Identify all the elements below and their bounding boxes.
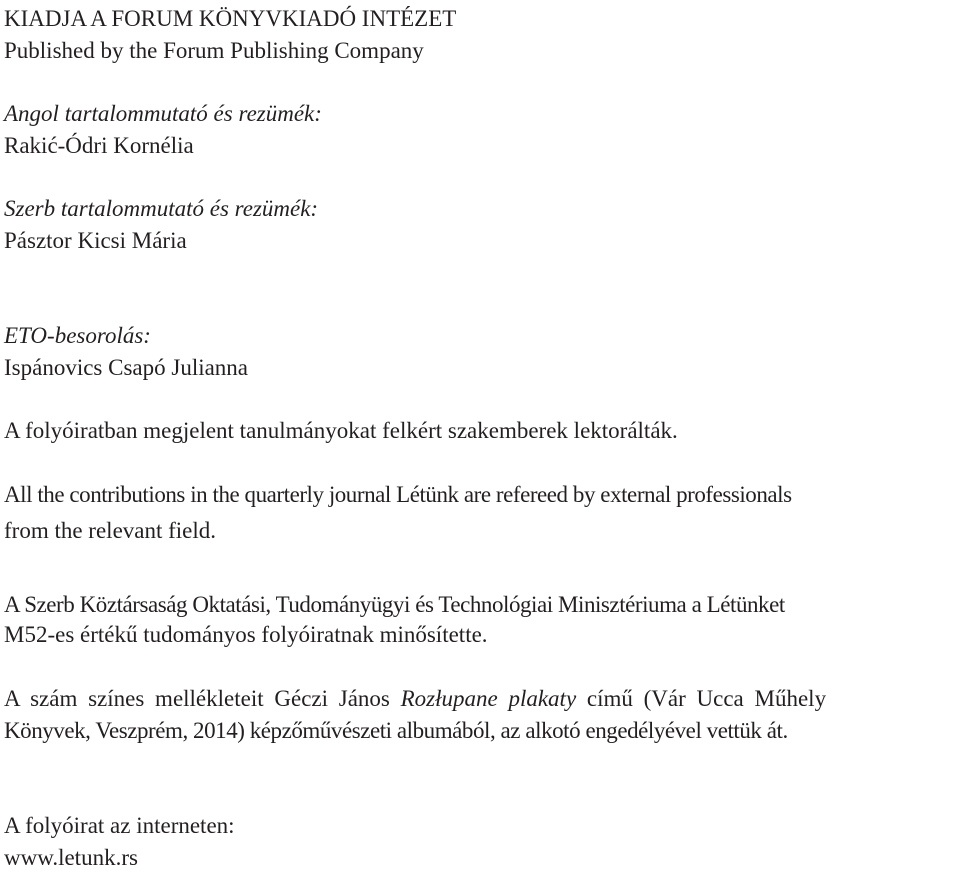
- credit-name-serbian-summary: Pásztor Kicsi Mária: [4, 228, 187, 253]
- color-supplement-line1: [4, 684, 826, 714]
- credit-role-serbian-summary: Szerb tartalommutató és rezümék:: [4, 196, 319, 221]
- ministry-note-line2: M52-es értékű tudományos folyóiratnak minősítette.: [4, 622, 488, 647]
- ministry-note-line1: A Szerb Köztársaság Oktatási, Tudományügyi és Technológiai Minisztériuma a Létünket: [4, 592, 785, 617]
- publisher-hungarian: KIADJA A FORUM KÖNYVKIADÓ INTÉZET: [4, 6, 457, 31]
- album-title: Rozłupane plakaty: [400, 686, 577, 711]
- review-note-english-line1: All the contributions in the quarterly journal Létünk are refereed by external professionals: [4, 482, 792, 507]
- review-note-english-line2: from the relevant field.: [4, 518, 217, 543]
- colophon-page: [4, 0, 956, 872]
- color-supplement-text-after: című (Vár Ucca Műhely: [576, 686, 827, 711]
- color-supplement-text-before: A szám színes mellékleteit Géczi János: [4, 686, 401, 711]
- website-link[interactable]: www.letunk.rs: [4, 845, 138, 870]
- review-note-hungarian: A folyóiratban megjelent tanulmányokat felkért szakemberek lektorálták.: [4, 418, 678, 443]
- color-supplement-line2: Könyvek, Veszprém, 2014) képzőművészeti albumából, az alkotó engedélyével vettük át.: [4, 718, 788, 743]
- credit-role-eto: ETO-besorolás:: [4, 323, 151, 348]
- credit-role-english-summary: Angol tartalommutató és rezümék:: [4, 101, 322, 126]
- credit-name-eto: Ispánovics Csapó Julianna: [4, 355, 249, 380]
- credit-name-english-summary: Rakić-Ódri Kornélia: [4, 133, 194, 158]
- publisher-english: Published by the Forum Publishing Company: [4, 38, 424, 63]
- online-label: A folyóirat az interneten:: [4, 813, 235, 838]
